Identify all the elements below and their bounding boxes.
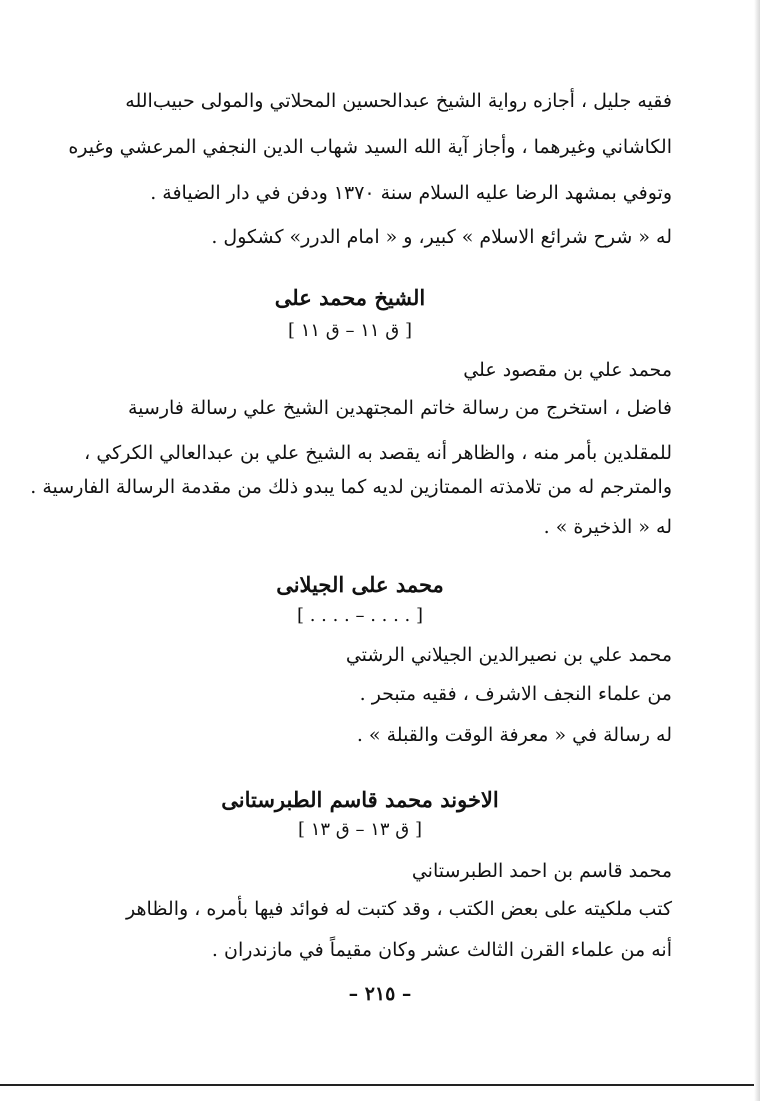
entry-title: الاخوند محمد قاسم الطبرستانى [221,787,499,812]
bottom-rule [0,1084,760,1086]
entry-text-line: أنه من علماء القرن الثالث عشر وكان مقيماً في مازندران . [211,939,672,961]
page-number: – ٢١٥ – [348,983,412,1005]
entry-text-line: فاضل ، استخرج من رسالة خاتم المجتهدين الشيخ علي رسالة فارسية [128,397,672,419]
entry-dates: [ ق ١٣ – ق ١٣ ] [297,819,422,840]
entry-dates: [ . . . . – . . . . ] [296,605,424,626]
entry-text-line: من علماء النجف الاشرف ، فقيه متبحر . [359,683,672,705]
intro-works-line: له « شرح شرائع الاسلام » كبير، و « امام الدرر» كشكول . [211,226,672,248]
intro-line-1: فقيه جليل ، أجازه رواية الشيخ عبدالحسين المحلاتي والمولى حبيب‌الله [125,90,672,112]
entry-name-line: محمد علي بن مقصود علي [463,359,672,381]
binding-shadow [754,0,760,1101]
intro-line-3: وتوفي بمشهد الرضا عليه السلام سنة ١٣٧٠ ودفن في دار الضيافة . [150,182,672,204]
entry-name-line: محمد قاسم بن احمد الطبرستاني [411,860,672,882]
entry-dates: [ ق ١١ – ق ١١ ] [287,320,412,341]
entry-title: محمد على الجيلانى [276,572,444,597]
entry-text-line: كتب ملكيته على بعض الكتب ، وقد كتبت له فوائد فيها بأمره ، والظاهر [126,898,672,920]
entry-text-line: للمقلدين بأمر منه ، والظاهر أنه يقصد به الشيخ علي بن عبدالعالي الكركي ، [84,442,672,464]
entry-works-line: له رسالة في « معرفة الوقت والقبلة » . [356,724,672,746]
intro-line-2: الكاشاني وغيرهما ، وأجاز آية الله السيد شهاب الدين النجفي المرعشي وغيره [68,136,672,158]
entry-title: الشيخ محمد على [274,285,426,310]
entry-text-line: والمترجم له من تلامذته الممتازين لديه كما يبدو ذلك من مقدمة الرسالة الفارسية . [30,476,672,498]
entry-name-line: محمد علي بن نصيرالدين الجيلاني الرشتي [345,644,672,666]
entry-works-line: له « الذخيرة » . [543,516,672,538]
